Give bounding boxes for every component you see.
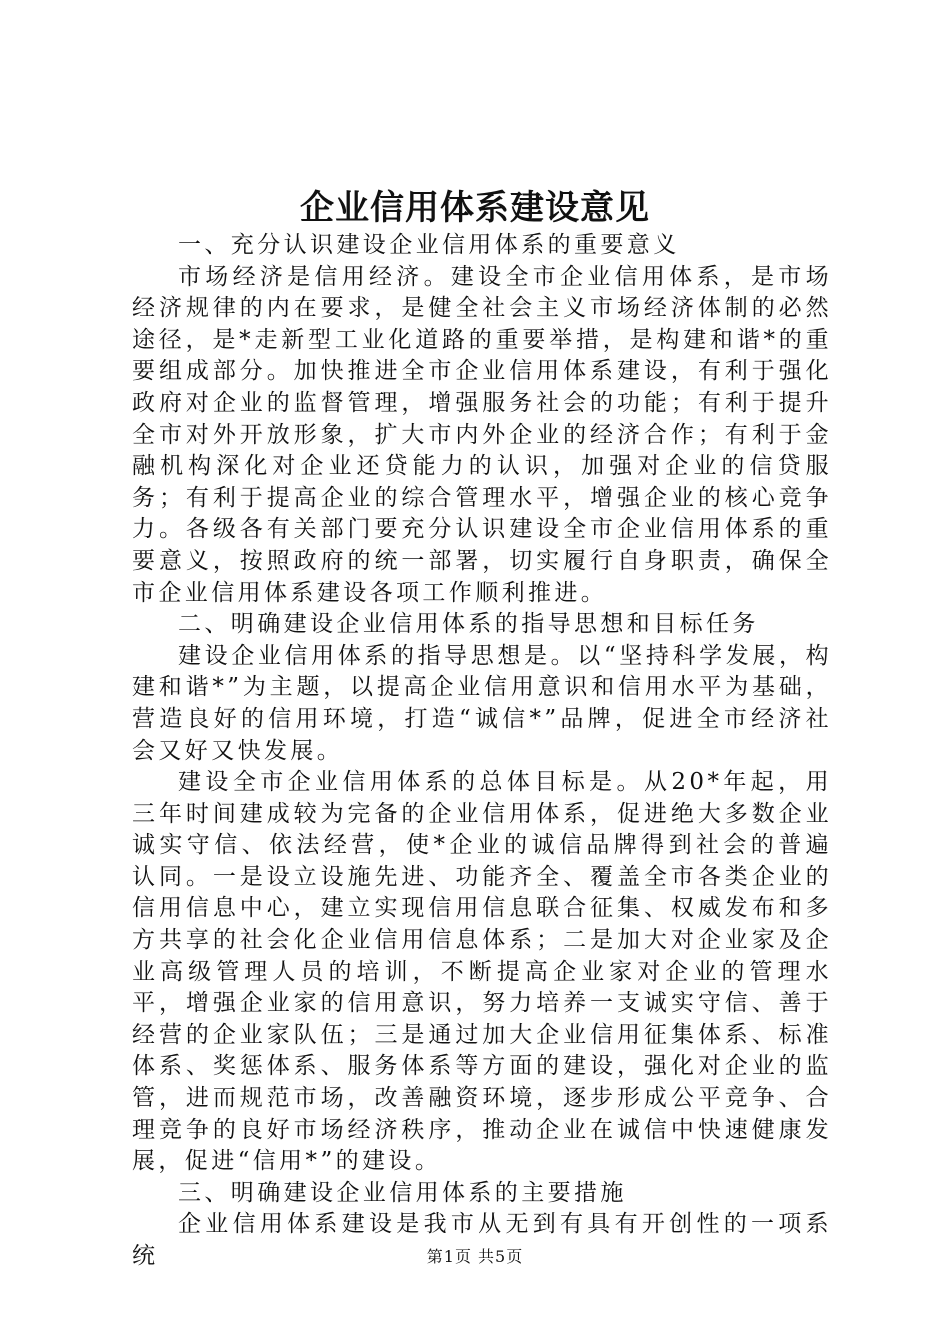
section-heading-1: 一、充分认识建设企业信用体系的重要意义 (178, 232, 680, 258)
page-number-footer: 第1页 共5页 (426, 1247, 524, 1266)
paragraph: 建设全市企业信用体系的总体目标是。从20*年起，用三年时间建成较为完备的企业信用体系，促进绝大多数企业诚实守信、依法经营，使*企业的诚信品牌得到社会的普遍认同。一是设立设施先进、功能齐全、覆盖全市各类企业的信用信息中心，建立实现信用信息联合征集、权威发布和多方共享的社会化企业信用信息体系；二是加大对企业家及企业高级管理人员的培训，不断提高企业家对企业的管理水平，增强企业家的信用意识，努力培养一支诚实守信、善于经营的企业家队伍；三是通过加大企业信用征集体系、标准体系、奖惩体系、服务体系等方面的建设，强化对企业的监管，进而规范市场，改善融资环境，逐步形成公平竞争、合理竞争的良好市场经济秩序，推动企业在诚信中快速健康发展，促进“信用*”的建设。 (132, 769, 832, 1175)
paragraph: 市场经济是信用经济。建设全市企业信用体系，是市场经济规律的内在要求，是健全社会主义市场经济体制的必然途径，是*走新型工业化道路的重要举措，是构建和谐*的重要组成部分。加快推进全市企业信用体系建设，有利于强化政府对企业的监督管理，增强服务社会的功能；有利于提升全市对外开放形象，扩大市内外企业的经济合作；有利于金融机构深化对企业还贷能力的认识，加强对企业的信贷服务；有利于提高企业的综合管理水平，增强企业的核心竞争力。各级各有关部门要充分认识建设全市企业信用体系的重要意义，按照政府的统一部署，切实履行自身职责，确保全市企业信用体系建设各项工作顺利推进。 (132, 263, 832, 606)
document-body (132, 230, 832, 1273)
section-heading-3: 三、明确建设企业信用体系的主要措施 (178, 1179, 627, 1206)
paragraph: 建设企业信用体系的指导思想是。以“坚持科学发展，构建和谐*”为主题，以提高企业信用意识和信用水平为基础，营造良好的信用环境，打造“诚信*”品牌，促进全市经济社会又好又快发展。 (132, 642, 832, 764)
section-heading-2: 二、明确建设企业信用体系的指导思想和目标任务 (178, 611, 759, 638)
document-title: 企业信用体系建设意见 (300, 188, 650, 228)
paragraph: 企业信用体系建设是我市从无到有具有开创性的一项系统 (132, 1211, 832, 1269)
